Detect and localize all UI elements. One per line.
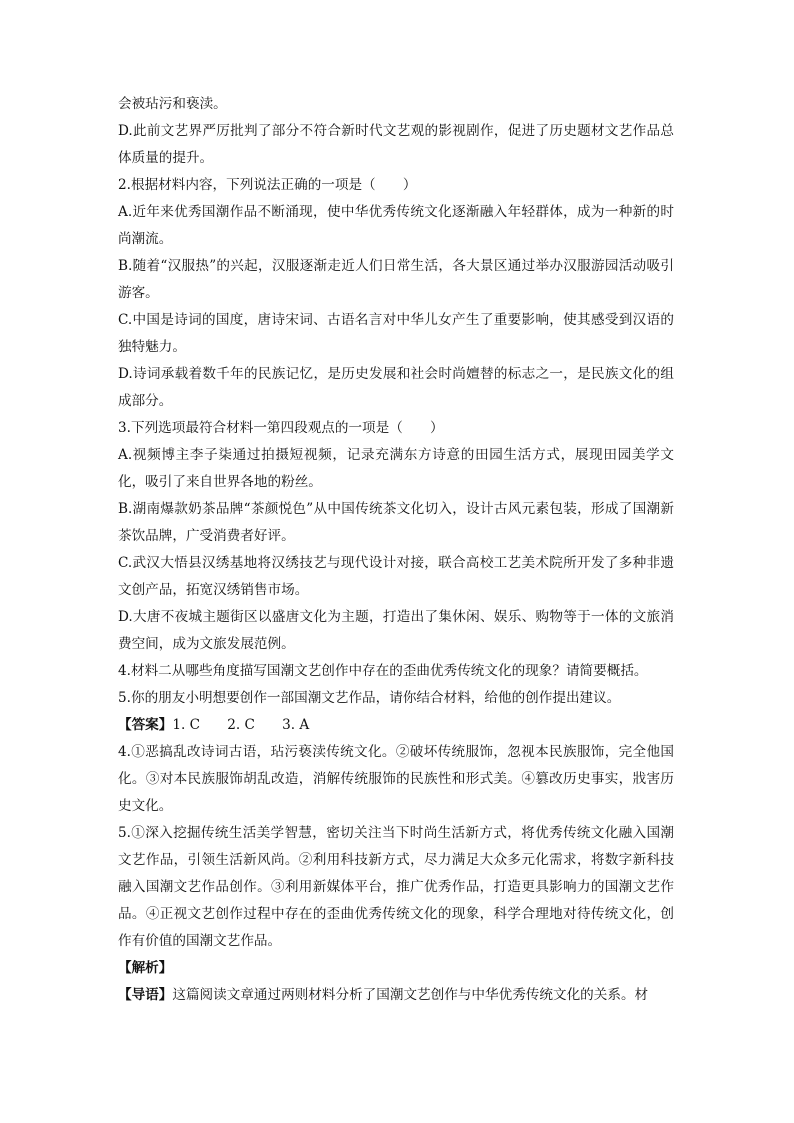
guide-paragraph <box>118 982 674 1009</box>
q1-option-d: D.此前文艺界严厉批判了部分不符合新时代文艺观的影视剧作，促进了历史题材文艺作品总体质量的提升。 <box>118 123 674 166</box>
q3-option-c: C.武汉大悟县汉绣基地将汉绣技艺与现代设计对接，联合高校工艺美术院所开发了多种非遗文创产品，拓宽汉绣销售市场。 <box>118 555 674 598</box>
q3-option-b: B.湖南爆款奶茶品牌“茶颜悦色”从中国传统茶文化切入，设计古风元素包装，形成了国潮新茶饮品牌，广受消费者好评。 <box>118 501 674 544</box>
q2-option-c: C.中国是诗词的国度，唐诗宋词、古语名言对中华儿女产生了重要影响，使其感受到汉语的独特魅力。 <box>118 312 674 355</box>
intro-tail: 会被玷污和亵渎。 <box>118 96 227 112</box>
answer-line <box>118 712 674 739</box>
q2-option-b: B.随着“汉服热”的兴起，汉服逐渐走近人们日常生活，各大景区通过举办汉服游园活动吸引游客。 <box>118 258 674 301</box>
answer-5: 5.①深入挖掘传统生活美学智慧，密切关注当下时尚生活新方式，将优秀传统文化融入国潮文艺作品，引领生活新风尚。②利用科技新方式，尽力满足大众多元化需求，将数字新科技融入国潮文艺作品创作。③利用新媒体平台，推广优秀作品，打造更具影响力的国潮文艺作品。④正视文艺创作过程中存在的歪曲优秀传统文化的现象，科学合理地对待传统文化，创作有价值的国潮文艺作品。 <box>118 825 674 949</box>
analysis-label: 【解析】 <box>118 960 173 976</box>
guide-label: 【导语】 <box>118 987 173 1003</box>
q2-option-d: D.诗词承载着数千年的民族记忆，是历史发展和社会时尚嬗替的标志之一，是民族文化的组成部分。 <box>118 366 674 409</box>
q2-option-a: A.近年来优秀国潮作品不断涌现，使中华优秀传统文化逐渐融入年轻群体，成为一种新的时尚潮流。 <box>118 204 674 247</box>
guide-text: 这篇阅读文章通过两则材料分析了国潮文艺创作与中华优秀传统文化的关系。材 <box>172 987 649 1003</box>
q3-option-a: A.视频博主李子柒通过拍摄短视频，记录充满东方诗意的田园生活方式，展现田园美学文化，吸引了来自世界各地的粉丝。 <box>118 447 674 490</box>
q3-stem: 3.下列选项最符合材料一第四段观点的一项是（ ） <box>118 420 444 436</box>
q5-stem: 5.你的朋友小明想要创作一部国潮文艺作品，请你结合材料，给他的创作提出建议。 <box>118 690 621 706</box>
document-body <box>118 91 674 1009</box>
q2-stem: 2.根据材料内容，下列说法正确的一项是（ ） <box>118 177 417 193</box>
answer-values: 1. C 2. C 3. A <box>172 717 310 733</box>
answer-label: 【答案】 <box>118 717 173 733</box>
q3-option-d: D.大唐不夜城主题街区以盛唐文化为主题，打造出了集休闲、娱乐、购物等于一体的文旅消费空间，成为文旅发展范例。 <box>118 609 674 652</box>
q4-stem: 4.材料二从哪些角度描写国潮文艺创作中存在的歪曲优秀传统文化的现象？请简要概括。 <box>118 663 648 679</box>
answer-4: 4.①恶搞乱改诗词古语，玷污亵渎传统文化。②破坏传统服饰，忽视本民族服饰，完全他国化。③对本民族服饰胡乱改造，消解传统服饰的民族性和形式美。④篡改历史事实，戕害历史文化。 <box>118 744 674 814</box>
